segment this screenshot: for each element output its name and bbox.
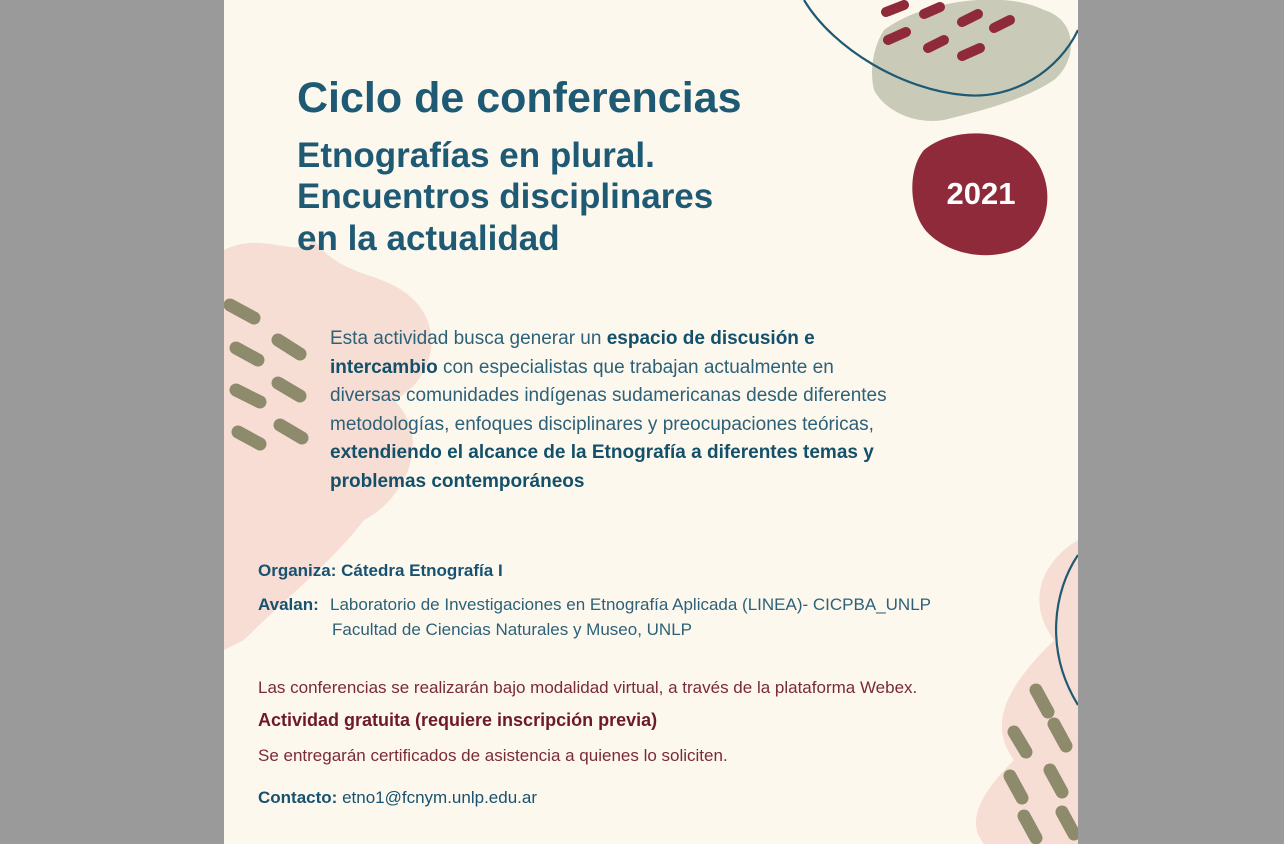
description-line-6: problemas contemporáneos [330,470,585,492]
description-text: con especialistas que trabajan actualmente en [437,356,834,378]
modality-note: Las conferencias se realizarán bajo modalidad virtual, a través de la plataforma Webex. [258,678,918,697]
description-line-2 [330,354,1030,383]
contact-line [258,788,537,808]
description-emphasis: espacio de discusión e [606,328,815,349]
event-poster [224,0,1078,844]
description-line-3: diversas comunidades indígenas sudamericanas desde diferentes [330,385,887,406]
description-text: Esta actividad busca generar un [330,328,607,349]
contact-label: Contacto: [258,788,338,807]
description-paragraph [330,325,1030,496]
description-line-4: metodologías, enfoques disciplinares y preocupaciones teóricas, [330,413,874,435]
endorser-linea: Laboratorio de Investigaciones en Etnografía Aplicada (LINEA)- CICPBA_UNLP [330,595,931,614]
poster-subtitle-line-2: Encuentros disciplinares [297,177,714,216]
endorser-fcnym: Facultad de Ciencias Naturales y Museo, UNLP [332,620,692,639]
endorsers-label: Avalan: [258,595,319,614]
description-line-5: extendiendo el alcance de la Etnografía a diferentes temas y [330,442,874,463]
poster-title: Ciclo de conferencias [297,74,742,122]
year-badge: 2021 [946,176,1016,211]
poster-subtitle-line-1: Etnografías en plural. [297,136,655,175]
organizer-line [258,561,503,581]
description-line-1 [330,325,1030,354]
certificates-note: Se entregarán certificados de asistencia a quienes lo soliciten. [258,746,728,765]
contact-email[interactable]: etno1@fcnym.unlp.edu.ar [342,788,537,807]
description-emphasis: intercambio [330,356,438,378]
organizer-label: Organiza: [258,561,337,580]
organizer-value: Cátedra Etnografía I [341,561,503,580]
free-activity-note: Actividad gratuita (requiere inscripción previa) [258,710,658,730]
poster-subtitle-line-3: en la actualidad [297,219,560,258]
